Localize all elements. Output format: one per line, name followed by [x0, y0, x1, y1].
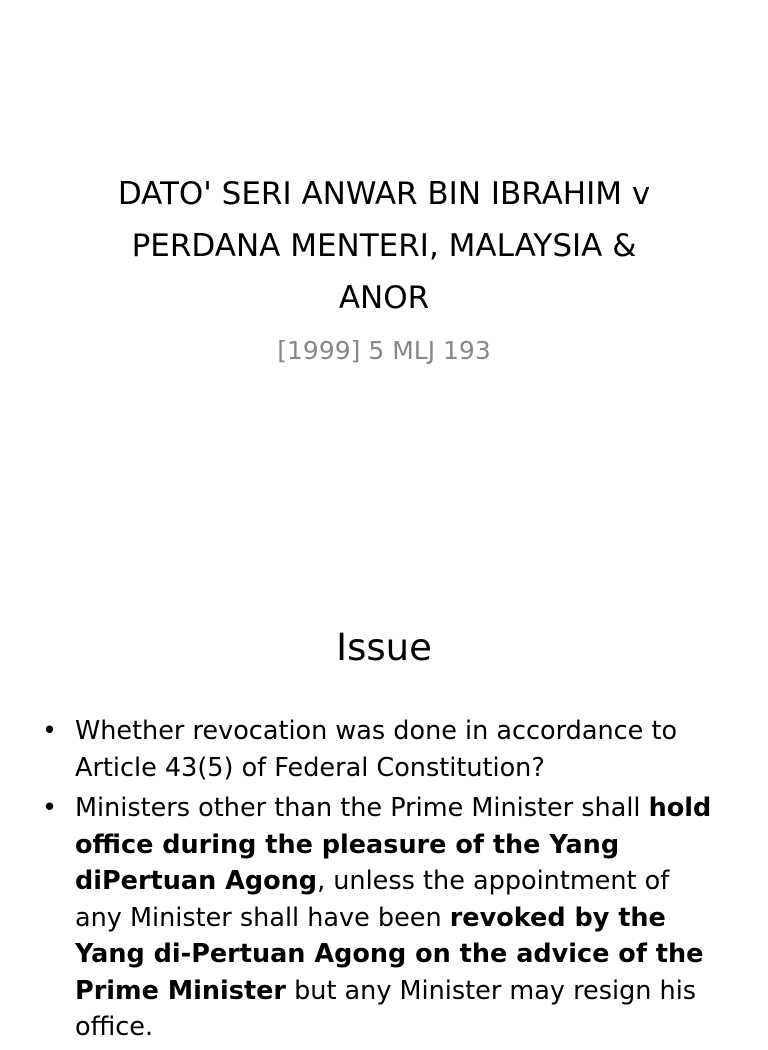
bullet-text: Whether revocation was done in accordance to Article 43(5) of Federal Constitution?	[75, 716, 678, 783]
bullet-text-part: , unless the appointment of any Minister shall have been	[75, 866, 670, 933]
issue-slide	[0, 592, 768, 1042]
bullet-icon: •	[42, 716, 58, 746]
bullet-text	[75, 793, 711, 1042]
bullet-bold-part: hold office during the pleasure of the Yang diPertuan Agong	[75, 793, 712, 896]
case-citation: [1999] 5 MLJ 193	[277, 336, 491, 365]
bullet-list	[42, 713, 722, 1050]
case-title-line-2: PERDANA MENTERI, MALAYSIA &	[131, 228, 637, 264]
list-item	[42, 713, 722, 786]
bullet-text-part: but any Minister may resign his office.	[75, 975, 697, 1042]
case-title-line-3: ANOR	[338, 280, 430, 316]
bullet-icon: •	[42, 793, 58, 823]
bullet-bold-part: revoked by the Yang di-Pertuan Agong on the advice of the Prime Minister	[75, 902, 704, 1006]
list-item	[42, 790, 722, 1046]
case-title	[60, 168, 708, 324]
case-title-line-1: DATO' SERI ANWAR BIN IBRAHIM v	[117, 176, 651, 212]
bullet-text-part: Ministers other than the Prime Minister shall	[75, 793, 649, 823]
issue-heading: Issue	[336, 626, 432, 669]
